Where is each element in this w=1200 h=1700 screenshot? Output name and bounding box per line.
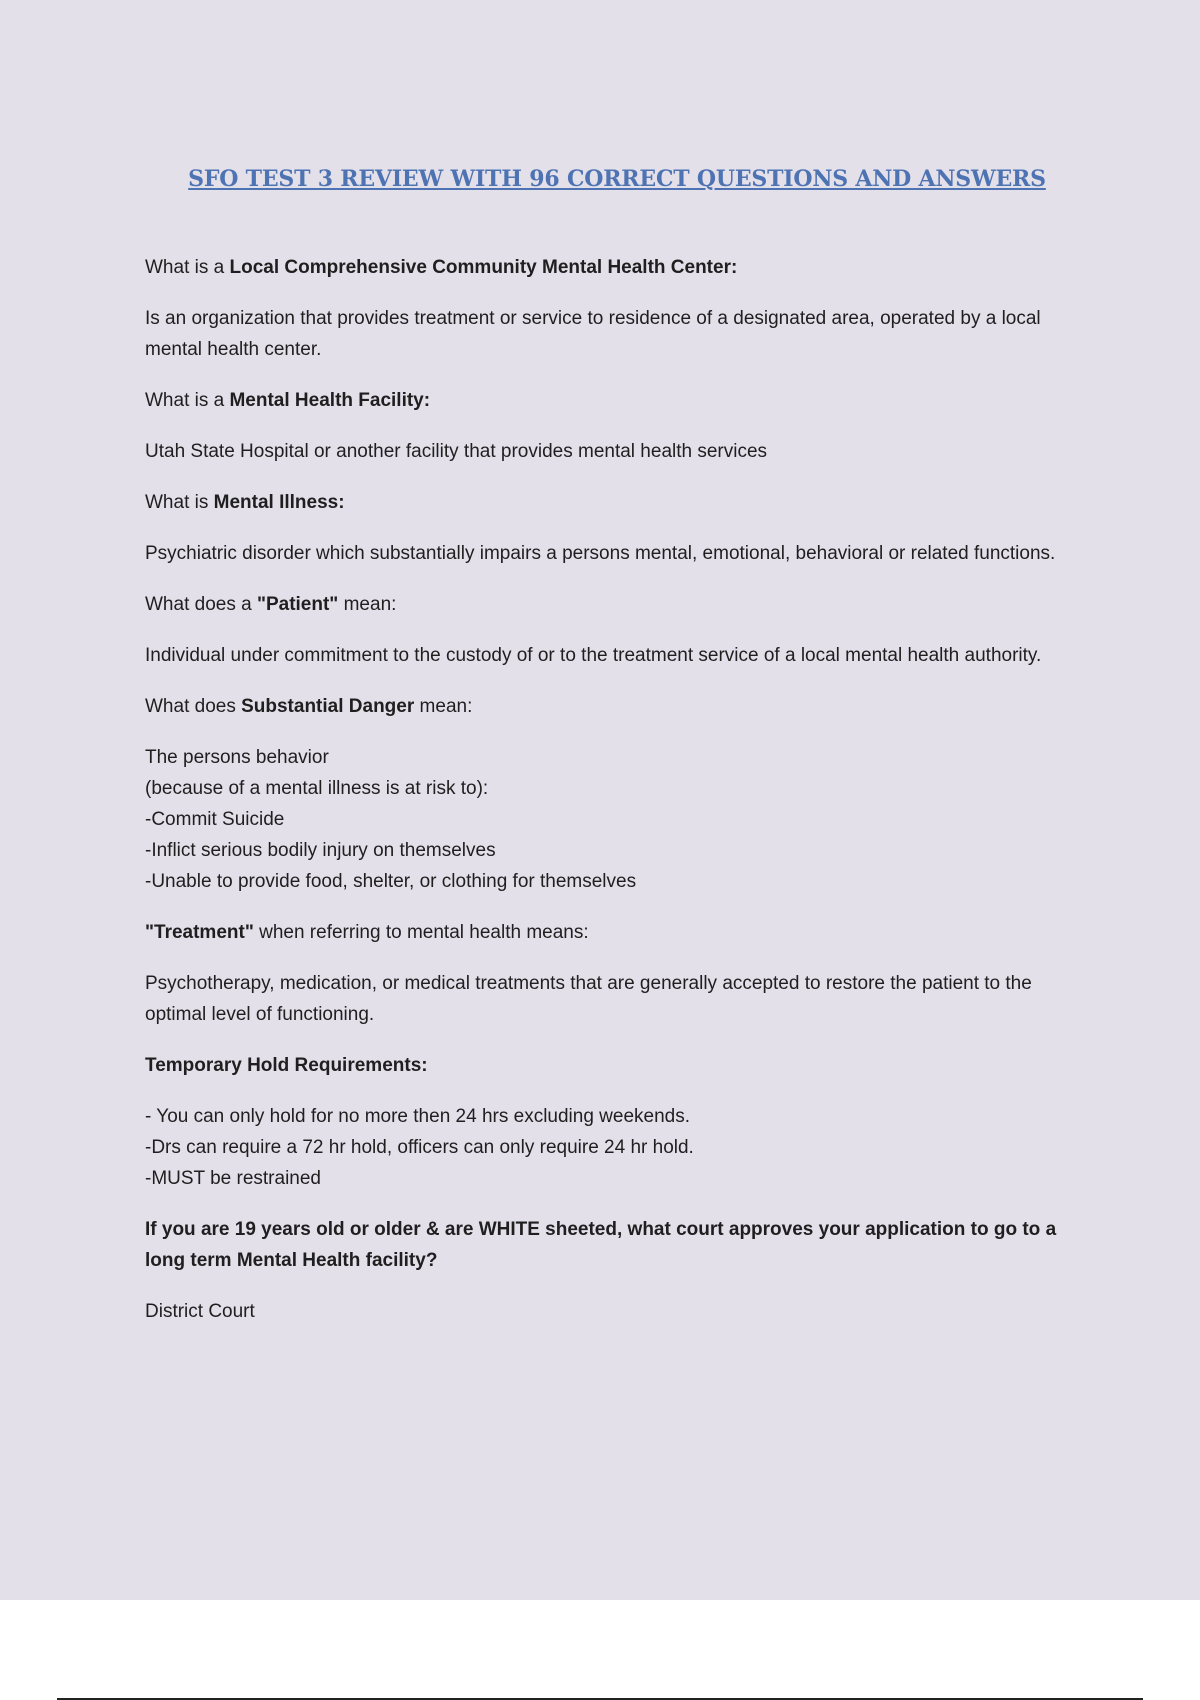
answer-8: District Court bbox=[145, 1301, 255, 1322]
answer-line: (because of a mental illness is at risk to): bbox=[145, 778, 489, 799]
answer-line: - You can only hold for no more then 24 hrs excluding weekends. bbox=[145, 1106, 691, 1127]
answer-3: Psychiatric disorder which substantially impairs a persons mental, emotional, behavioral or related functions. bbox=[145, 543, 1056, 564]
answer-7 bbox=[145, 1101, 1085, 1194]
answer-6: Psychotherapy, medication, or medical treatments that are generally accepted to restore the patient to the optimal level of functioning. bbox=[145, 973, 1032, 1025]
answer-2: Utah State Hospital or another facility that provides mental health services bbox=[145, 441, 768, 462]
question-4: What does a "Patient" mean: bbox=[145, 594, 397, 615]
answer-line: The persons behavior bbox=[145, 747, 329, 768]
question-1: What is a Local Comprehensive Community Mental Health Center: bbox=[145, 257, 738, 278]
answer-line: -Unable to provide food, shelter, or clothing for themselves bbox=[145, 871, 637, 892]
question-2: What is a Mental Health Facility: bbox=[145, 390, 431, 411]
answer-4: Individual under commitment to the custody of or to the treatment service of a local mental health authority. bbox=[145, 645, 1042, 666]
answer-line: -Commit Suicide bbox=[145, 809, 285, 830]
question-7: Temporary Hold Requirements: bbox=[145, 1055, 428, 1076]
document-title: SFO TEST 3 REVIEW WITH 96 CORRECT QUESTIONS AND ANSWERS bbox=[188, 166, 1046, 192]
question-6: "Treatment" when referring to mental health means: bbox=[145, 922, 589, 943]
answer-line: -MUST be restrained bbox=[145, 1168, 321, 1189]
document-body bbox=[145, 252, 1085, 1347]
answer-5 bbox=[145, 742, 1085, 897]
answer-line: -Drs can require a 72 hr hold, officers can only require 24 hr hold. bbox=[145, 1137, 694, 1158]
question-3: What is Mental Illness: bbox=[145, 492, 345, 513]
answer-1: Is an organization that provides treatment or service to residence of a designated area, operated by a local mental health center. bbox=[145, 308, 1041, 360]
answer-line: -Inflict serious bodily injury on themselves bbox=[145, 840, 496, 861]
question-8: If you are 19 years old or older & are WHITE sheeted, what court approves your application to go to a long term Mental Health facility? bbox=[145, 1219, 1057, 1271]
question-5: What does Substantial Danger mean: bbox=[145, 696, 473, 717]
